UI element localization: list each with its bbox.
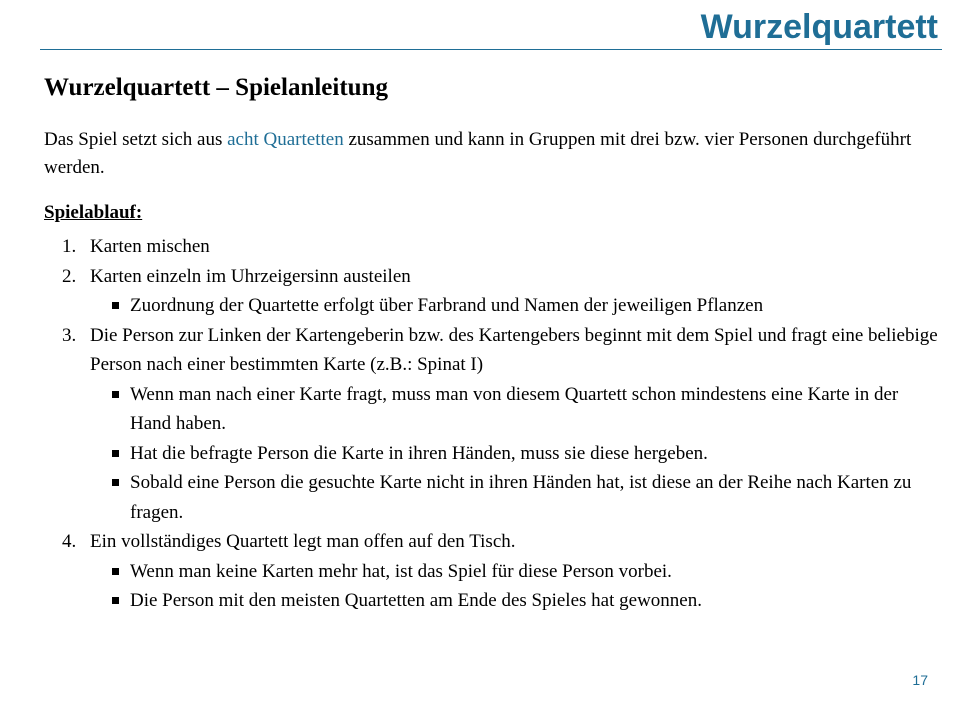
substep-item xyxy=(90,557,942,587)
page-number: 17 xyxy=(912,672,928,688)
substep-text: Sobald eine Person die gesuchte Karte nicht in ihren Händen hat, ist diese an der Reihe nach Karten zu fragen. xyxy=(130,472,912,523)
substep-item xyxy=(90,586,942,616)
step-text: Ein vollständiges Quartett legt man offen auf den Tisch. xyxy=(90,531,516,552)
intro-text-start: Das Spiel setzt sich aus xyxy=(44,129,228,150)
step-text: Die Person zur Linken der Kartengeberin bzw. des Kartengebers beginnt mit dem Spiel und fragt eine beliebige Person nach einer bestimmten Karte (z.B.: Spinat I) xyxy=(90,324,938,375)
substep-list xyxy=(90,557,942,616)
step-item xyxy=(62,232,942,262)
substep-text: Wenn man nach einer Karte fragt, muss man von diesem Quartett schon mindestens eine Karte in der Hand haben. xyxy=(130,383,899,434)
substep-text: Zuordnung der Quartette erfolgt über Farbrand und Namen der jeweiligen Pflanzen xyxy=(130,295,764,316)
step-item xyxy=(62,527,942,616)
substep-item xyxy=(90,380,942,439)
steps-list xyxy=(62,232,942,616)
step-number: 3. xyxy=(62,324,77,346)
header-rule xyxy=(40,49,942,50)
intro-highlight: acht Quartetten xyxy=(227,129,344,150)
substep-text: Die Person mit den meisten Quartetten am Ende des Spieles hat gewonnen. xyxy=(130,590,702,611)
substep-list xyxy=(90,291,942,321)
substep-item xyxy=(90,439,942,469)
substep-text: Wenn man keine Karten mehr hat, ist das Spiel für diese Person vorbei. xyxy=(130,560,672,582)
step-number: 4. xyxy=(62,531,77,552)
square-bullet-icon xyxy=(112,597,119,604)
section-heading: Spielablauf: xyxy=(44,202,143,223)
step-item xyxy=(62,262,942,321)
substep-list xyxy=(90,380,942,528)
intro-paragraph xyxy=(44,126,924,182)
substep-text: Hat die befragte Person die Karte in ihren Händen, muss sie diese hergeben. xyxy=(130,442,708,464)
square-bullet-icon xyxy=(112,479,119,486)
step-item xyxy=(62,321,942,528)
square-bullet-icon xyxy=(112,568,119,575)
substep-item xyxy=(90,291,942,321)
step-number: 2. xyxy=(62,265,77,287)
step-text: Karten einzeln im Uhrzeigersinn austeilen xyxy=(90,265,411,287)
square-bullet-icon xyxy=(112,450,119,457)
substep-item xyxy=(90,468,942,527)
square-bullet-icon xyxy=(112,391,119,398)
intro-text-end: zusammen und kann in Gruppen mit drei bzw. vier Personen durchgeführt werden. xyxy=(44,129,912,178)
step-text: Karten mischen xyxy=(90,236,210,257)
step-number: 1. xyxy=(62,236,77,257)
page-title: Wurzelquartett – Spielanleitung xyxy=(44,74,388,101)
brand-title: Wurzelquartett xyxy=(700,8,938,46)
square-bullet-icon xyxy=(112,302,119,309)
